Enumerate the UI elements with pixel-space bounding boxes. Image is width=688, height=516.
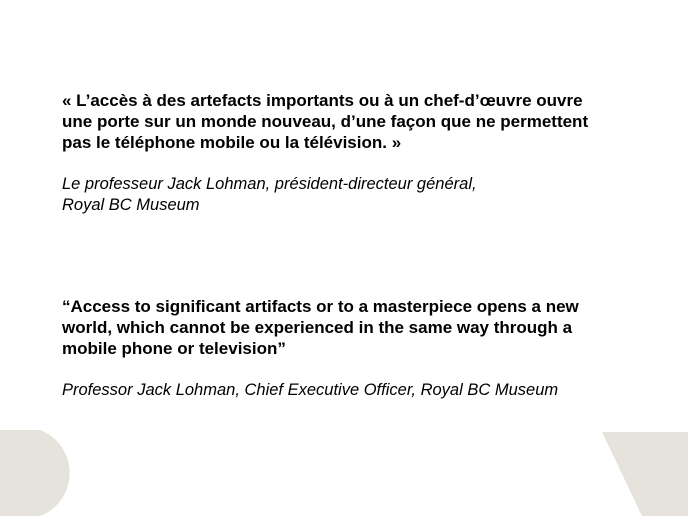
decorative-corner-shape-right — [598, 432, 688, 516]
decorative-corner-shape-left — [0, 430, 90, 516]
french-quote-text: « L’accès à des artefacts importants ou à un chef-d’œuvre ouvre une porte sur un monde nouveau, d’une façon que ne permettent pas le téléphone mobile ou la télévision. » — [62, 91, 589, 152]
english-quote-text: “Access to significant artifacts or to a masterpiece opens a new world, which cannot be experienced in the same way through a mobile phone or television” — [62, 297, 579, 358]
french-quote-block — [62, 90, 622, 216]
english-quote-block — [62, 296, 622, 401]
french-attribution: Le professeur Jack Lohman, président-directeur général, Royal BC Museum — [62, 175, 477, 214]
english-attribution: Professor Jack Lohman, Chief Executive Officer, Royal BC Museum — [62, 381, 559, 399]
